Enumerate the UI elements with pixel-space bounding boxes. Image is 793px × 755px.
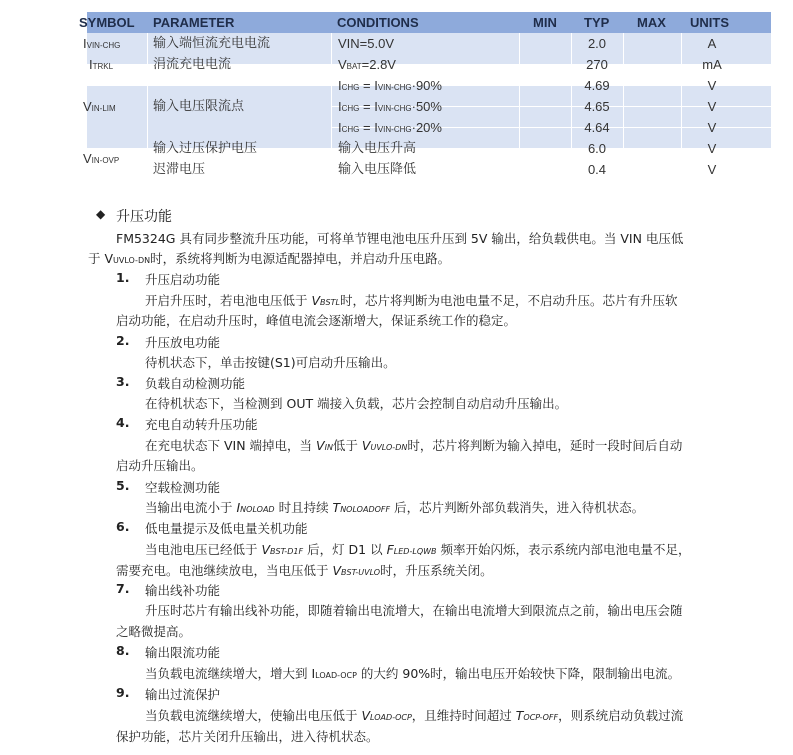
symbol-vin-lim: VIN-LIM: [83, 99, 116, 114]
symbol-vin-ovp: VIN-OVP: [83, 151, 120, 166]
cond-vin-lim-20: ICHG = IVIN-CHG·20%: [338, 120, 442, 135]
item-3-line-1: 在待机状态下，当检测到 OUT 端接入负载，芯片会控制自动启动升压输出。: [145, 396, 568, 411]
unit-vin-lim-20: V: [707, 120, 717, 135]
electrical-characteristics-table: [79, 12, 771, 178]
header-typ: TYP: [584, 15, 610, 30]
symbol-ivin-chg: IVIN-CHG: [83, 36, 121, 51]
unit-hysteresis: V: [707, 162, 717, 177]
unit-vin-ovp: V: [707, 141, 717, 156]
param-hysteresis: 迟滞电压: [153, 162, 206, 177]
cond-vin-lim-50: ICHG = IVIN-CHG·50%: [338, 99, 442, 114]
typ-itrkl: 270: [586, 57, 608, 72]
header-units: UNITS: [690, 15, 729, 30]
cond-ivin-chg: VIN=5.0V: [338, 36, 395, 51]
header-conditions: CONDITIONS: [337, 15, 419, 30]
unit-vin-lim-90: V: [707, 78, 717, 93]
header-parameter: PARAMETER: [153, 15, 235, 30]
item-8-line-1: 当负载电流继续增大，增大到 ILOAD-OCP 的大约 90%时，输出电压开始较快下降，限制输出电流。: [145, 666, 681, 681]
param-itrkl: 涓流充电电流: [153, 57, 232, 72]
item-9-line-2: 保护功能，芯片关闭升压输出，进入待机状态。: [116, 729, 379, 744]
cond-vin-lim-90: ICHG = IVIN-CHG·90%: [338, 78, 442, 93]
item-4-title: 充电自动转升压功能: [145, 417, 258, 432]
intro-line-2: 于 VUVLO-DN时，系统将判断为电源适配器掉电，并启动升压电路。: [88, 251, 451, 266]
item-4-number: 4.: [116, 415, 130, 430]
typ-vin-lim-90: 4.69: [584, 78, 610, 93]
item-8-title: 输出限流功能: [145, 645, 221, 660]
item-7-title: 输出线补功能: [145, 583, 221, 598]
cond-itrkl: VBAT=2.8V: [338, 57, 396, 72]
item-5-number: 5.: [116, 478, 130, 493]
unit-itrkl: mA: [702, 57, 722, 72]
cond-vin-ovp-rise: 输入电压升高: [338, 141, 417, 156]
intro-line-1: FM5324G 具有同步整流升压功能，可将单节锂电池电压升压到 5V 输出，给负载供电。当 VIN 电压低: [116, 231, 684, 246]
item-9-line-1: 当负载电流继续增大，使输出电压低于 VLOAD-OCP，且维持时间超过 TOCP-OFF，则系统启动负载过流: [145, 708, 684, 723]
param-vin-ovp: 输入过压保护电压: [153, 141, 258, 156]
item-9-number: 9.: [116, 685, 130, 700]
unit-vin-lim-50: V: [707, 99, 717, 114]
item-6-line-2: 需要充电。电池继续放电，当电压低于 VBST-UVLO时，升压系统关闭。: [116, 563, 493, 578]
item-7-number: 7.: [116, 581, 130, 596]
item-6-title: 低电量提示及低电量关机功能: [145, 521, 308, 536]
typ-vin-lim-20: 4.64: [584, 120, 610, 135]
typ-vin-lim-50: 4.65: [584, 99, 610, 114]
diamond-bullet-icon: ◆: [96, 207, 106, 221]
item-5-title: 空载检测功能: [145, 480, 221, 495]
header-symbol: SYMBOL: [79, 15, 135, 30]
item-1-number: 1.: [116, 270, 130, 285]
param-vin-lim: 输入电压限流点: [153, 99, 245, 114]
symbol-itrkl: ITRKL: [89, 57, 114, 72]
unit-ivin-chg: A: [707, 36, 717, 51]
item-6-line-1: 当电池电压已经低于 VBST-D1F 后，灯 D1 以 FLED-LQWB 频率开始闪烁，表示系统内部电池电量不足，: [145, 542, 691, 557]
item-5-line-1: 当输出电流小于 INOLOAD 时且持续 TNOLOADOFF 后，芯片判断外部负载消失，进入待机状态。: [145, 500, 645, 515]
param-ivin-chg: 输入端恒流充电电流: [153, 36, 271, 51]
cond-vin-ovp-fall: 输入电压降低: [338, 162, 417, 177]
header-max: MAX: [637, 15, 666, 30]
item-8-number: 8.: [116, 643, 130, 658]
item-9-title: 输出过流保护: [145, 687, 221, 702]
item-4-line-1: 在充电状态下 VIN 端掉电，当 VIN低于 VUVLO-DN时，芯片将判断为输入掉电，延时一段时间后自动: [145, 438, 683, 453]
item-4-line-2: 启动升压输出。: [116, 458, 204, 473]
item-7-line-2: 之略微提高。: [116, 624, 192, 639]
item-1-line-1: 开启升压时，若电池电压低于 VBSTL时，芯片将判断为电池电量不足，不启动升压。芯片有升压软: [145, 293, 678, 308]
item-2-title: 升压放电功能: [145, 335, 221, 350]
section-heading-boost: [96, 206, 172, 226]
typ-ivin-chg: 2.0: [587, 36, 607, 51]
item-3-title: 负载自动检测功能: [145, 376, 246, 391]
item-3-number: 3.: [116, 374, 130, 389]
item-2-number: 2.: [116, 333, 130, 348]
item-1-title: 升压启动功能: [145, 272, 221, 287]
item-6-number: 6.: [116, 519, 130, 534]
item-1-line-2: 启动功能，在启动升压时，峰值电流会逐渐增大，保证系统工作的稳定。: [116, 313, 517, 328]
typ-hysteresis: 0.4: [587, 162, 607, 177]
section-title: 升压功能: [116, 209, 172, 225]
item-2-line-1: 待机状态下，单击按键(S1)可启动升压输出。: [145, 355, 396, 370]
item-7-line-1: 升压时芯片有输出线补功能，即随着输出电流增大，在输出电流增大到限流点之前，输出电压会随: [145, 603, 683, 618]
header-min: MIN: [533, 15, 557, 30]
table-header: [79, 12, 771, 33]
typ-vin-ovp: 6.0: [587, 141, 607, 156]
